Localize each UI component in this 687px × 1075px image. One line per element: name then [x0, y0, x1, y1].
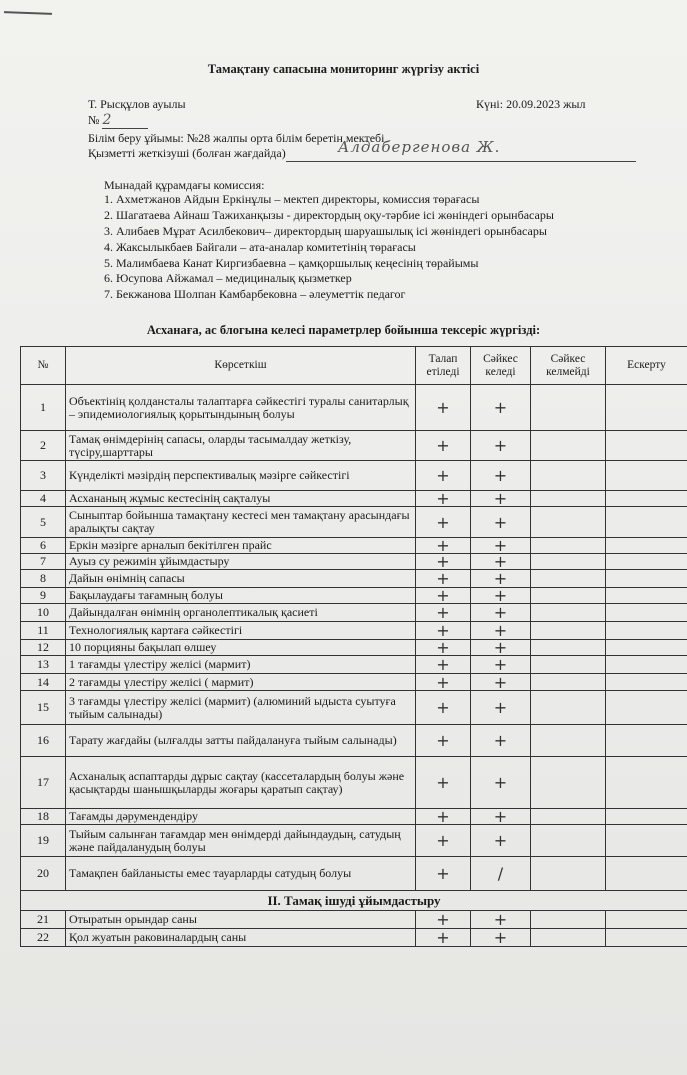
compliant-mark: + — [471, 640, 531, 656]
row-note — [606, 491, 687, 507]
row-note — [606, 674, 687, 691]
noncompliant-mark — [531, 911, 606, 929]
commission-member: 4. Жаксылыкбаев Байгали – ата-аналар комитетінің төрағасы — [104, 240, 416, 254]
table-body — [21, 385, 687, 947]
row-note — [606, 507, 687, 538]
row-indicator: Күнделікті мәзірдің перспективалық мәзірге сәйкестігі — [66, 461, 416, 491]
row-indicator: Асханалық аспаптарды дұрыс сақтау (кассеталардың болуы және қасықтарды шанышқыларды жоғары қаратып сақтау) — [66, 757, 416, 809]
row-indicator: 10 порцияны бақылап өлшеу — [66, 640, 416, 656]
row-number: 18 — [21, 809, 66, 825]
row-indicator: Сыныптар бойынша тамақтану кестесі мен тамақтану арасындағы аралықты сақтау — [66, 507, 416, 538]
table-row — [21, 538, 687, 554]
row-note — [606, 725, 687, 757]
row-number: 16 — [21, 725, 66, 757]
row-number: 8 — [21, 570, 66, 588]
compliant-mark: + — [471, 431, 531, 461]
commission-intro: Мынадай құрамдағы комиссия: — [104, 178, 265, 192]
row-note — [606, 656, 687, 674]
required-mark: + — [416, 809, 471, 825]
section-row — [21, 891, 687, 911]
commission-member: 2. Шагатаева Айнаш Тажиханқызы - директордың оқу-тәрбие ісі жөніндегі орынбасары — [104, 208, 554, 222]
row-indicator: 2 тағамды үлестіру желісі ( мармит) — [66, 674, 416, 691]
table-row — [21, 929, 687, 947]
table-row — [21, 385, 687, 431]
table-row — [21, 757, 687, 809]
noncompliant-mark — [531, 857, 606, 891]
col-header-required: Талап етіледі — [416, 347, 471, 385]
required-mark: + — [416, 857, 471, 891]
table-row — [21, 725, 687, 757]
row-indicator: Еркін мәзірге арналып бекітілген прайс — [66, 538, 416, 554]
noncompliant-mark — [531, 691, 606, 725]
compliant-mark: + — [471, 588, 531, 604]
row-note — [606, 554, 687, 570]
row-number: 10 — [21, 604, 66, 622]
row-indicator: 1 тағамды үлестіру желісі (мармит) — [66, 656, 416, 674]
row-note — [606, 809, 687, 825]
table-row — [21, 461, 687, 491]
noncompliant-mark — [531, 725, 606, 757]
compliant-mark: + — [471, 656, 531, 674]
compliant-mark: + — [471, 507, 531, 538]
noncompliant-mark — [531, 538, 606, 554]
noncompliant-mark — [531, 385, 606, 431]
required-mark: + — [416, 588, 471, 604]
required-mark: + — [416, 461, 471, 491]
noncompliant-mark — [531, 622, 606, 640]
compliant-mark: + — [471, 554, 531, 570]
row-indicator: Дайын өнімнің сапасы — [66, 570, 416, 588]
required-mark: + — [416, 674, 471, 691]
inspection-table — [20, 346, 687, 947]
compliant-mark: + — [471, 570, 531, 588]
row-number: 1 — [21, 385, 66, 431]
col-header-noncompliant: Сәйкес келмейді — [531, 347, 606, 385]
noncompliant-mark — [531, 431, 606, 461]
row-note — [606, 929, 687, 947]
col-header-indicator: Көрсеткіш — [66, 347, 416, 385]
noncompliant-mark — [531, 929, 606, 947]
row-indicator: Дайындалған өнімнің органолептикалық қасиеті — [66, 604, 416, 622]
required-mark: + — [416, 825, 471, 857]
row-indicator: Бақылаудағы тағамның болуы — [66, 588, 416, 604]
required-mark: + — [416, 570, 471, 588]
supplier-signature: Алдабергенова Ж. — [338, 138, 501, 156]
row-indicator: Ауыз су режимін ұйымдастыру — [66, 554, 416, 570]
table-row — [21, 691, 687, 725]
number-label: № — [88, 113, 100, 127]
required-mark: + — [416, 929, 471, 947]
compliant-mark: + — [471, 911, 531, 929]
required-mark: + — [416, 507, 471, 538]
required-mark: + — [416, 725, 471, 757]
row-note — [606, 385, 687, 431]
commission-member: 3. Алибаев Мұрат Асилбекович– директордың шаруашылық ісі жөніндегі орынбасары — [104, 224, 547, 238]
noncompliant-mark — [531, 656, 606, 674]
noncompliant-mark — [531, 604, 606, 622]
row-note — [606, 911, 687, 929]
row-number: 9 — [21, 588, 66, 604]
compliant-mark: + — [471, 538, 531, 554]
noncompliant-mark — [531, 757, 606, 809]
row-number: 2 — [21, 431, 66, 461]
supplier-label: Қызметті жеткізуші (болған жағдайда) — [88, 146, 286, 160]
col-header-note: Ескерту — [606, 347, 687, 385]
row-indicator: Қол жуатын раковиналардың саны — [66, 929, 416, 947]
noncompliant-mark — [531, 588, 606, 604]
row-note — [606, 691, 687, 725]
row-indicator: Тыйым салынған тағамдар мен өнімдерді дайындаудың, сатудың және пайдаланудың болуы — [66, 825, 416, 857]
noncompliant-mark — [531, 491, 606, 507]
commission-member: 1. Ахметжанов Айдын Еркінұлы – мектеп директоры, комиссия төрағасы — [104, 192, 480, 206]
commission-member: 7. Бекжанова Шолпан Камбарбековна – әлеуметтік педагог — [104, 287, 406, 301]
row-number: 5 — [21, 507, 66, 538]
required-mark: + — [416, 491, 471, 507]
row-note — [606, 640, 687, 656]
row-note — [606, 588, 687, 604]
row-number: 3 — [21, 461, 66, 491]
compliant-mark: + — [471, 691, 531, 725]
table-row — [21, 825, 687, 857]
col-header-number: № — [21, 347, 66, 385]
section-title: Асханаға, ас блогына келесі параметрлер бойынша тексеріс жүргізді: — [146, 323, 541, 337]
section-2-title: II. Тамақ ішуді ұйымдастыру — [21, 891, 687, 911]
compliant-mark: + — [471, 809, 531, 825]
row-note — [606, 431, 687, 461]
row-note — [606, 604, 687, 622]
table-row — [21, 857, 687, 891]
noncompliant-mark — [531, 674, 606, 691]
row-number: 17 — [21, 757, 66, 809]
table-row — [21, 588, 687, 604]
row-number: 19 — [21, 825, 66, 857]
compliant-mark: + — [471, 674, 531, 691]
row-note — [606, 825, 687, 857]
document-title: Тамақтану сапасына мониторинг жүргізу актісі — [207, 62, 480, 76]
compliant-mark: + — [471, 385, 531, 431]
required-mark: + — [416, 385, 471, 431]
noncompliant-mark — [531, 461, 606, 491]
row-number: 12 — [21, 640, 66, 656]
col-header-compliant: Сәйкес келеді — [471, 347, 531, 385]
noncompliant-mark — [531, 570, 606, 588]
act-number — [88, 112, 148, 129]
row-indicator: 3 тағамды үлестіру желісі (мармит) (алюминий ыдыста суытуға тыйым салынады) — [66, 691, 416, 725]
row-number: 6 — [21, 538, 66, 554]
row-note — [606, 461, 687, 491]
row-indicator: Технологиялық картаға сәйкестігі — [66, 622, 416, 640]
row-number: 15 — [21, 691, 66, 725]
required-mark: + — [416, 656, 471, 674]
required-mark: + — [416, 640, 471, 656]
row-number: 22 — [21, 929, 66, 947]
noncompliant-mark — [531, 825, 606, 857]
compliant-mark: + — [471, 725, 531, 757]
table-row — [21, 656, 687, 674]
table-row — [21, 809, 687, 825]
required-mark: + — [416, 622, 471, 640]
row-number: 20 — [21, 857, 66, 891]
table-row — [21, 431, 687, 461]
row-note — [606, 570, 687, 588]
compliant-mark: + — [471, 757, 531, 809]
required-mark: + — [416, 691, 471, 725]
required-mark: + — [416, 554, 471, 570]
row-indicator: Тағамды дәрумендендіру — [66, 809, 416, 825]
noncompliant-mark — [531, 554, 606, 570]
compliant-mark: / — [471, 857, 531, 891]
row-note — [606, 538, 687, 554]
commission-member: 6. Юсупова Айжамал – медициналық қызметкер — [104, 271, 352, 285]
row-indicator: Тарату жағдайы (ылғалды затты пайдалануға тыйым салынады) — [66, 725, 416, 757]
table-row — [21, 640, 687, 656]
compliant-mark: + — [471, 461, 531, 491]
row-note — [606, 622, 687, 640]
table-row — [21, 507, 687, 538]
table-row — [21, 911, 687, 929]
school: Білім беру ұйымы: №28 жалпы орта білім беретін мектебі — [88, 131, 385, 145]
compliant-mark: + — [471, 825, 531, 857]
required-mark: + — [416, 431, 471, 461]
row-note — [606, 857, 687, 891]
row-indicator: Тамақ өнімдерінің сапасы, оларды тасымалдау жеткізу, түсіру,шарттары — [66, 431, 416, 461]
row-number: 14 — [21, 674, 66, 691]
table-row — [21, 570, 687, 588]
compliant-mark: + — [471, 604, 531, 622]
table-header-row — [21, 347, 687, 385]
commission-member: 5. Малимбаева Канат Киргизбаевна – қамқоршылық кеңесінің төрайымы — [104, 256, 479, 270]
noncompliant-mark — [531, 809, 606, 825]
row-number: 13 — [21, 656, 66, 674]
row-number: 4 — [21, 491, 66, 507]
row-note — [606, 757, 687, 809]
table-row — [21, 604, 687, 622]
table-row — [21, 674, 687, 691]
required-mark: + — [416, 911, 471, 929]
date: Күні: 20.09.2023 жыл — [476, 97, 586, 111]
required-mark: + — [416, 604, 471, 622]
row-number: 7 — [21, 554, 66, 570]
compliant-mark: + — [471, 491, 531, 507]
required-mark: + — [416, 757, 471, 809]
required-mark: + — [416, 538, 471, 554]
village: Т. Рысқұлов ауылы — [88, 97, 186, 111]
row-indicator: Отыратын орындар саны — [66, 911, 416, 929]
row-indicator: Объектінің қолдансталы талаптарға сәйкестігі туралы санитарлық – эпидемиологиялық қорытындының болуы — [66, 385, 416, 431]
row-indicator: Тамақпен байланысты емес тауарларды сатудың болуы — [66, 857, 416, 891]
row-number: 11 — [21, 622, 66, 640]
row-indicator: Асхананың жұмыс кестесінің сақталуы — [66, 491, 416, 507]
compliant-mark: + — [471, 929, 531, 947]
number-value: 2 — [102, 112, 148, 129]
table-row — [21, 491, 687, 507]
compliant-mark: + — [471, 622, 531, 640]
noncompliant-mark — [531, 507, 606, 538]
table-row — [21, 622, 687, 640]
noncompliant-mark — [531, 640, 606, 656]
table-row — [21, 554, 687, 570]
row-number: 21 — [21, 911, 66, 929]
